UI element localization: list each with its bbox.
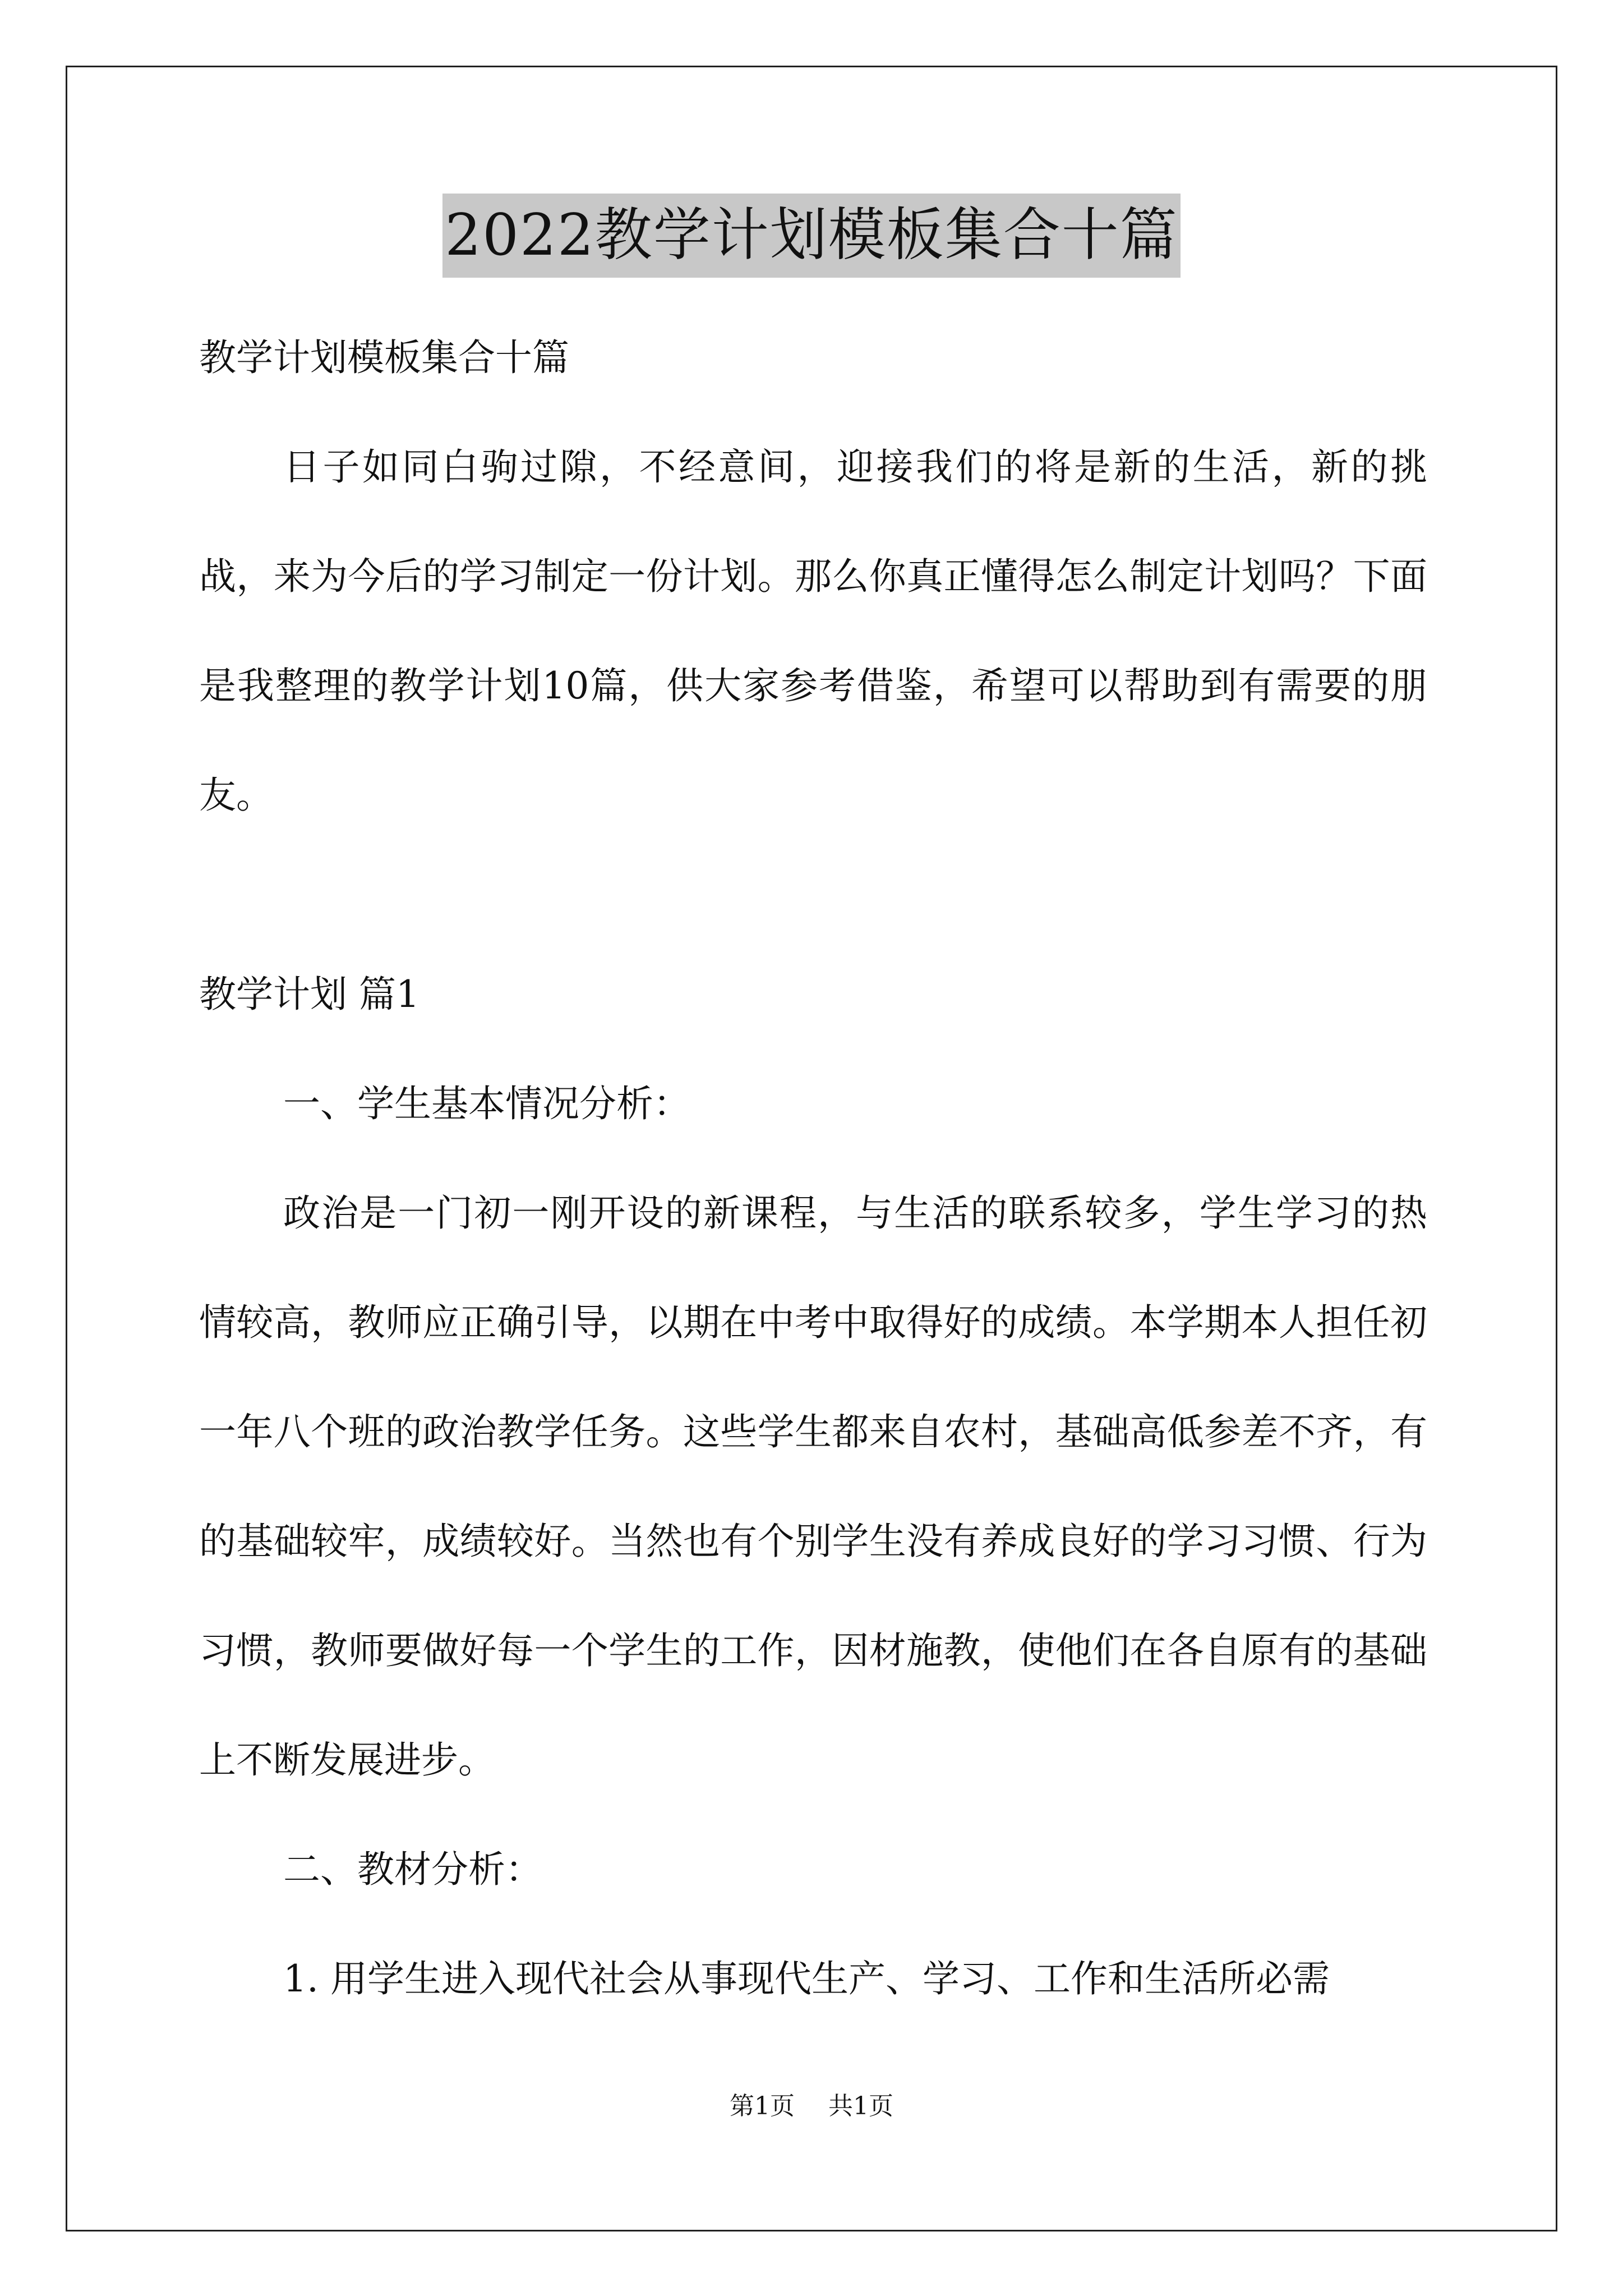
- intro-paragraph: 日子如同白驹过隙，不经意间，迎接我们的将是新的生活，新的挑战，来为今后的学习制定一份计划。那么你真正懂得怎么制定计划吗？下面是我整理的教学计划10篇，供大家参考借鉴，希望可以帮助到有需要的朋友。: [199, 445, 1427, 817]
- part1-heading: 一、学生基本情况分析：: [283, 1082, 690, 1125]
- part2-heading: 二、教材分析：: [283, 1848, 542, 1891]
- document-subtitle: 教学计划模板集合十篇: [199, 336, 569, 379]
- section-heading: 教学计划 篇1: [199, 973, 419, 1016]
- list-item-1: 1. 用学生进入现代社会从事现代生产、学习、工作和生活所必需: [283, 1957, 1330, 2000]
- page-number-total: 共1页: [828, 2092, 893, 2120]
- document-title: 2022教学计划模板集合十篇: [442, 194, 1181, 278]
- title-container: [0, 194, 1623, 278]
- page-number-current: 第1页: [730, 2092, 795, 2120]
- document-body: [199, 303, 1427, 2033]
- part1-paragraph: 政治是一门初一刚开设的新课程，与生活的联系较多，学生学习的热情较高，教师应正确引导，以期在中考中取得好的成绩。本学期本人担任初一年八个班的政治教学任务。这些学生都来自农村，基础高低参差不齐，有的基础较牢，成绩较好。当然也有个别学生没有养成良好的学习习惯、行为习惯，教师要做好每一个学生的工作，因材施教，使他们在各自原有的基础上不断发展进步。: [199, 1191, 1427, 1782]
- page-footer: [0, 2090, 1623, 2123]
